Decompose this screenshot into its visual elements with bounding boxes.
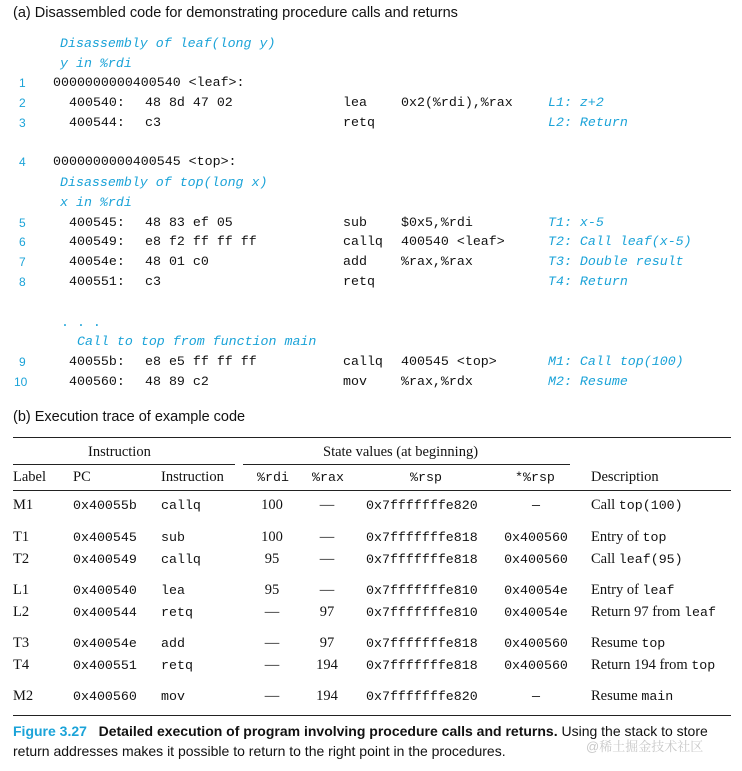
cell-rsp: 0x7fffffffe818 <box>366 552 478 567</box>
cell-star-rsp: 0x400560 <box>504 530 568 545</box>
cell-rdi: — <box>264 688 280 704</box>
code-annotation: M2: Resume <box>548 374 628 389</box>
cell-rdi: — <box>264 635 280 651</box>
code-annotation: T4: Return <box>548 274 628 289</box>
cell-description <box>591 688 673 705</box>
cell-rsp: 0x7fffffffe818 <box>366 530 478 545</box>
cell-pc: 0x40055b <box>73 498 137 513</box>
code-address: 400540: <box>69 95 125 110</box>
cell-instruction: sub <box>161 530 185 545</box>
cell-pc: 0x400544 <box>73 605 137 620</box>
cell-rax: — <box>319 582 335 598</box>
group-header-state: State values (at beginning) <box>323 444 479 460</box>
cell-pc: 0x400540 <box>73 583 137 598</box>
line-number: 3 <box>19 116 26 130</box>
code-operands: 400545 <top> <box>401 354 497 369</box>
code-address: 400560: <box>69 374 125 389</box>
part-a-heading: (a) Disassembled code for demonstrating procedure calls and returns <box>13 5 458 21</box>
table-header-rule <box>13 490 731 491</box>
column-header: Label <box>13 469 47 485</box>
description-text: Call <box>591 497 616 513</box>
cell-label: M1 <box>13 497 34 513</box>
group-header-instruction: Instruction <box>88 444 151 460</box>
description-text: Return 97 from <box>591 604 681 620</box>
cell-star-rsp: 0x400560 <box>504 636 568 651</box>
table-bottom-rule <box>13 715 731 716</box>
line-number: 4 <box>19 155 26 169</box>
code-ellipsis: . . . <box>61 315 101 330</box>
cell-instruction: retq <box>161 658 193 673</box>
code-bytes: 48 01 c0 <box>145 254 209 269</box>
description-text: Resume <box>591 688 638 704</box>
column-header: Description <box>591 469 659 485</box>
code-bytes: c3 <box>145 274 161 289</box>
cell-instruction: callq <box>161 552 201 567</box>
group-rule-state <box>243 464 570 465</box>
cell-rax: 97 <box>319 635 335 651</box>
code-label: 0000000000400540 <leaf>: <box>53 75 245 90</box>
line-number: 7 <box>19 255 26 269</box>
cell-star-rsp: — <box>532 498 540 513</box>
cell-rax: — <box>319 551 335 567</box>
description-text: Entry of <box>591 582 639 598</box>
description-code: top <box>691 658 716 673</box>
cell-rdi: — <box>264 604 280 620</box>
code-operands: %rax,%rdx <box>401 374 473 389</box>
cell-rdi: 100 <box>261 529 283 545</box>
cell-instruction: callq <box>161 498 201 513</box>
code-address: 40054e: <box>69 254 125 269</box>
cell-rsp: 0x7fffffffe818 <box>366 636 478 651</box>
line-number: 1 <box>19 76 26 90</box>
cell-rax: 194 <box>316 657 338 673</box>
cell-label: T3 <box>13 635 30 651</box>
code-operands: 400540 <leaf> <box>401 234 505 249</box>
figure-text: Using the stack to store return addresses makes it possible to return to the right point in the procedures. <box>13 723 708 759</box>
cell-star-rsp: 0x400560 <box>504 552 568 567</box>
cell-star-rsp: — <box>532 689 540 704</box>
code-opcode: add <box>343 254 367 269</box>
cell-label: T4 <box>13 657 30 673</box>
column-header: %rax <box>312 470 344 485</box>
description-code: leaf <box>684 605 716 620</box>
column-header: %rsp <box>410 470 442 485</box>
cell-pc: 0x400551 <box>73 658 137 673</box>
code-bytes: e8 f2 ff ff ff <box>145 234 257 249</box>
code-opcode: sub <box>343 215 367 230</box>
cell-pc: 0x40054e <box>73 636 137 651</box>
part-b-heading: (b) Execution trace of example code <box>13 409 246 425</box>
figure-title: Detailed execution of program involving procedure calls and returns. <box>98 723 558 739</box>
cell-rax: — <box>319 497 335 513</box>
cell-label: T2 <box>13 551 30 567</box>
code-address: 400551: <box>69 274 125 289</box>
code-opcode: mov <box>343 374 367 389</box>
cell-rdi: 100 <box>261 497 283 513</box>
cell-label: T1 <box>13 529 30 545</box>
cell-instruction: mov <box>161 689 185 704</box>
line-number: 5 <box>19 216 26 230</box>
code-label: 0000000000400545 <top>: <box>53 154 237 169</box>
code-comment: x in %rdi <box>60 195 132 210</box>
cell-description <box>591 497 683 514</box>
description-text: Resume <box>591 635 638 651</box>
code-comment: y in %rdi <box>60 56 132 71</box>
figure-label: Figure 3.27 <box>13 723 87 739</box>
code-address: 400545: <box>69 215 125 230</box>
description-text: Call <box>591 551 616 567</box>
description-text: Entry of <box>591 529 639 545</box>
description-code: top <box>642 530 667 545</box>
code-address: 400544: <box>69 115 125 130</box>
line-number: 6 <box>19 235 26 249</box>
code-comment: Disassembly of leaf(long y) <box>60 36 276 51</box>
cell-rsp: 0x7fffffffe810 <box>366 605 478 620</box>
cell-rdi: 95 <box>264 551 280 567</box>
code-annotation: M1: Call top(100) <box>548 354 684 369</box>
cell-description <box>591 635 665 652</box>
cell-description <box>591 551 683 568</box>
code-opcode: retq <box>343 274 375 289</box>
code-operands: %rax,%rax <box>401 254 473 269</box>
cell-pc: 0x400560 <box>73 689 137 704</box>
line-number: 8 <box>19 275 26 289</box>
code-bytes: 48 8d 47 02 <box>145 95 233 110</box>
cell-rsp: 0x7fffffffe820 <box>366 689 478 704</box>
code-annotation: T1: x-5 <box>548 215 604 230</box>
description-text: Return 194 from <box>591 657 688 673</box>
cell-description <box>591 582 674 599</box>
column-header: *%rsp <box>515 470 555 485</box>
watermark: @稀土掘金技术社区 <box>586 739 704 754</box>
code-annotation: L2: Return <box>548 115 628 130</box>
description-code: leaf <box>642 583 675 598</box>
code-comment: Call to top from function main <box>77 334 317 349</box>
code-opcode: callq <box>343 234 383 249</box>
cell-pc: 0x400545 <box>73 530 137 545</box>
code-annotation: L1: z+2 <box>548 95 604 110</box>
code-annotation: T2: Call leaf(x-5) <box>548 234 692 249</box>
code-opcode: callq <box>343 354 383 369</box>
table-top-rule <box>13 437 731 438</box>
code-opcode: lea <box>343 95 367 110</box>
cell-description <box>591 604 716 621</box>
cell-pc: 0x400549 <box>73 552 137 567</box>
group-rule-instruction <box>13 464 235 465</box>
description-code: main <box>641 689 674 704</box>
cell-rax: — <box>319 529 335 545</box>
cell-label: L2 <box>13 604 30 620</box>
cell-rax: 97 <box>319 604 335 620</box>
code-bytes: c3 <box>145 115 161 130</box>
cell-star-rsp: 0x400560 <box>504 658 568 673</box>
code-operands: $0x5,%rdi <box>401 215 473 230</box>
cell-rdi: 95 <box>264 582 280 598</box>
line-number: 10 <box>14 375 28 389</box>
code-annotation: T3: Double result <box>548 254 684 269</box>
cell-description <box>591 529 667 546</box>
cell-label: M2 <box>13 688 34 704</box>
code-operands: 0x2(%rdi),%rax <box>401 95 513 110</box>
cell-instruction: lea <box>161 583 185 598</box>
code-bytes: 48 89 c2 <box>145 374 209 389</box>
cell-star-rsp: 0x40054e <box>504 583 568 598</box>
description-code: top <box>641 636 666 651</box>
column-header: PC <box>73 469 91 485</box>
cell-star-rsp: 0x40054e <box>504 605 568 620</box>
cell-rsp: 0x7fffffffe818 <box>366 658 478 673</box>
column-header: %rdi <box>257 470 289 485</box>
cell-label: L1 <box>13 582 30 598</box>
description-code: leaf(95) <box>618 552 683 567</box>
cell-description <box>591 657 715 674</box>
cell-rax: 194 <box>316 688 338 704</box>
code-bytes: e8 e5 ff ff ff <box>145 354 257 369</box>
cell-instruction: retq <box>161 605 193 620</box>
column-header: Instruction <box>161 469 224 485</box>
description-code: top(100) <box>618 498 683 513</box>
cell-rsp: 0x7fffffffe810 <box>366 583 478 598</box>
line-number: 9 <box>19 355 26 369</box>
code-bytes: 48 83 ef 05 <box>145 215 233 230</box>
code-opcode: retq <box>343 115 375 130</box>
code-address: 40055b: <box>69 354 125 369</box>
code-comment: Disassembly of top(long x) <box>60 175 268 190</box>
code-address: 400549: <box>69 234 125 249</box>
cell-instruction: add <box>161 636 185 651</box>
cell-rsp: 0x7fffffffe820 <box>366 498 478 513</box>
line-number: 2 <box>19 96 26 110</box>
cell-rdi: — <box>264 657 280 673</box>
